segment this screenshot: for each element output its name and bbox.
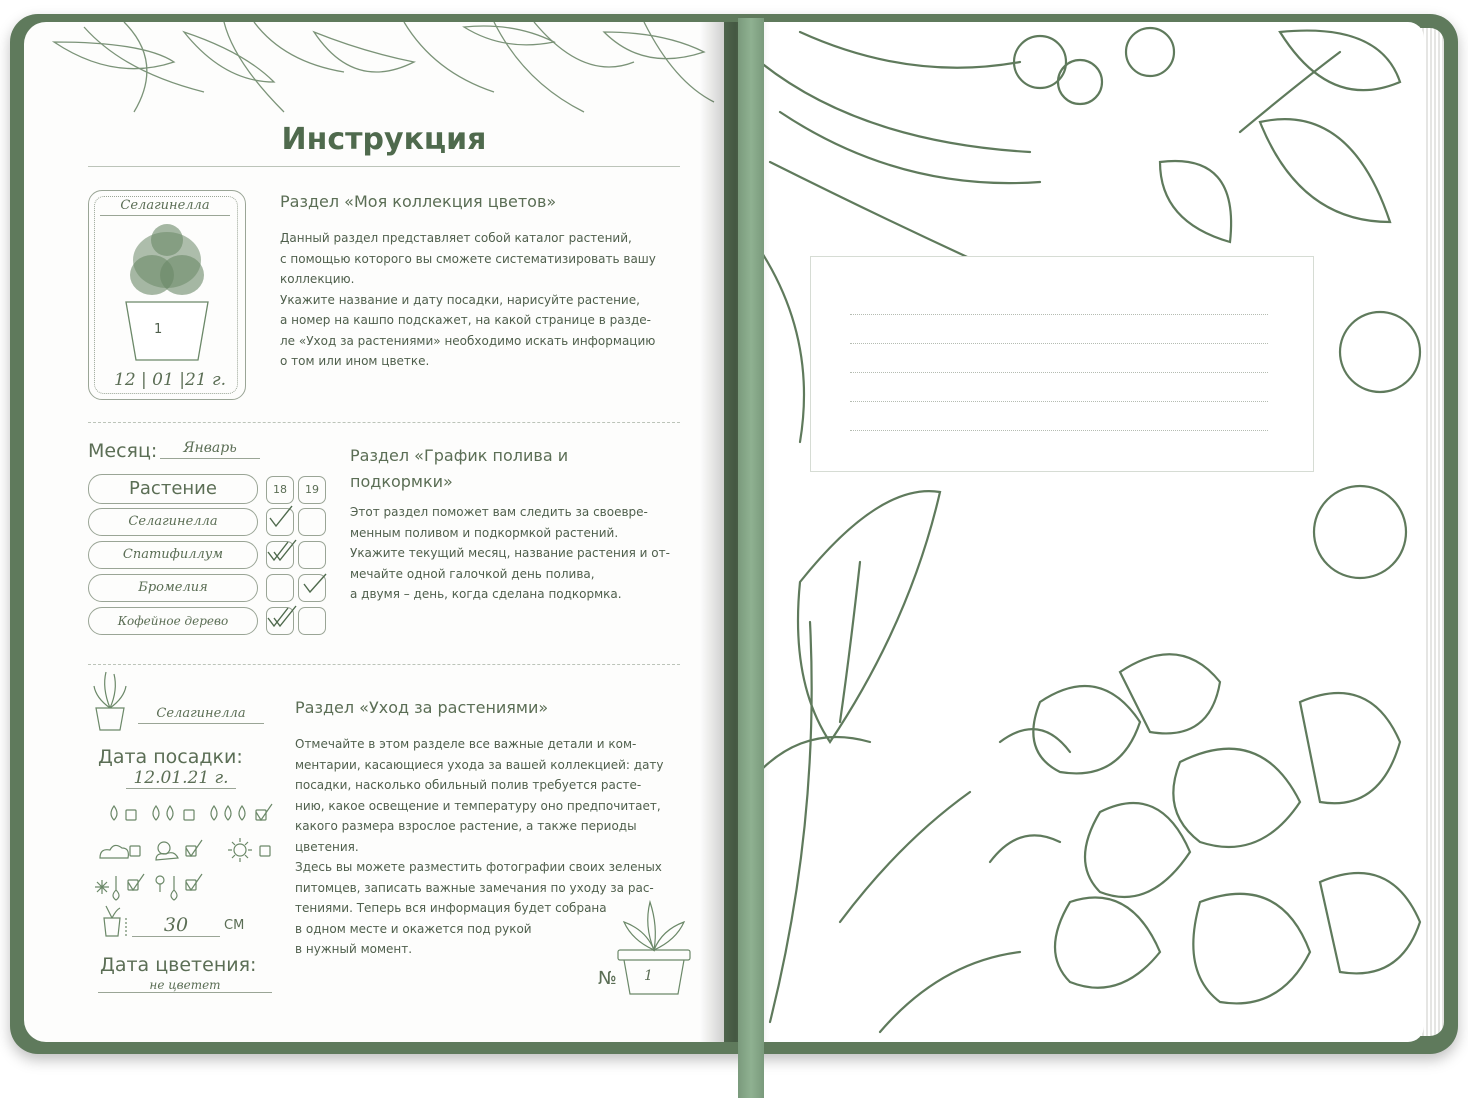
pot-number-value: 1 [644,968,653,984]
month-value: Январь [160,440,260,459]
section2-divider [88,664,680,665]
care-plant-name: Селагинелла [138,706,264,724]
label-box [810,256,1314,472]
section1-heading: Раздел «Моя коллекция цветов» [280,192,557,211]
label-line-5 [850,430,1268,431]
plant-pot-icon [92,668,128,732]
label-line-1 [850,314,1268,315]
label-line-4 [850,401,1268,402]
height-value: 30 [132,914,220,937]
thermometer-icon [113,876,119,900]
height-unit: СМ [224,918,245,933]
pot-number: 1 [154,322,163,337]
planting-date-label: Дата посадки: [98,746,243,768]
section3-heading: Раздел «Уход за растениями» [295,698,549,717]
plant-header: Растение [88,474,258,504]
drop-icon [111,806,117,820]
section3-text: Отмечайте в этом разделе все важные детали и ком- ментарии, касающиеся ухода за вашей коллекцией: дату посадки, насколько обильный полив требуется расте- нию, какое освещение и температуру оно предпочитает, какого размера взрослое растение, а также периоды цветения. Здесь вы можете разместить фотографии своих зеленых питомцев, записать важные замечания по уходу за рас- тениями. Теперь вся информация будет собрана в одном месте и окажется под рукой в нужный момент. [295,737,664,956]
card-date: 12 | 01 |21 г. [114,370,226,390]
card-plant-name: Селагинелла [100,198,230,216]
plant-row-3: Бромелия [88,574,258,602]
title-divider [88,166,680,167]
section2-heading-2: подкормки» [350,472,453,491]
numbered-pot-icon [614,896,694,996]
pot-number-sign: № [598,968,617,989]
day-18: 18 [266,476,294,504]
leaf-illustration-icon [24,22,724,122]
month-label: Месяц: [88,440,158,462]
sun-icon [234,844,246,856]
cloud-icon [100,845,128,858]
plant-row-4: Кофейное дерево [88,607,258,635]
right-page [740,22,1424,1042]
section1-text: Данный раздел представляет собой каталог растений, с помощью которого вы сможете систематизировать вашу коллекцию. Укажите название и дату посадки, нарисуйте растение, а номер на кашпо подскажет, на какой странице в разде- ле «Уход за растениями» необходимо искать информацию о том или ином цветке. [280,231,656,368]
section2-text: Этот раздел поможет вам следить за своевре- менным поливом и подкормкой растений. Укажите текущий месяц, название растения и от- мечайте одной галочкой день полива, а двумя – день, когда сделана подкормка. [350,505,670,601]
plant-row-2: Спатифиллум [88,541,258,569]
label-line-3 [850,372,1268,373]
flower-illustration-icon [740,22,1424,1042]
section1-divider [88,422,680,423]
bookmark-ribbon[interactable] [738,18,764,1098]
snowflake-icon [95,880,109,894]
label-line-2 [850,343,1268,344]
bloom-date-label: Дата цветения: [100,954,257,976]
section2-heading-1: Раздел «График полива и [350,446,569,465]
day-19: 19 [298,476,326,504]
page-title: Инструкция [281,122,487,157]
checkmark-icons [262,500,342,640]
plant-drawing-icon [112,220,222,370]
planting-date-value: 12.01.21 г. [126,768,236,789]
bloom-date-value: не цветет [98,978,272,993]
plant-row-1: Селагинелла [88,508,258,536]
